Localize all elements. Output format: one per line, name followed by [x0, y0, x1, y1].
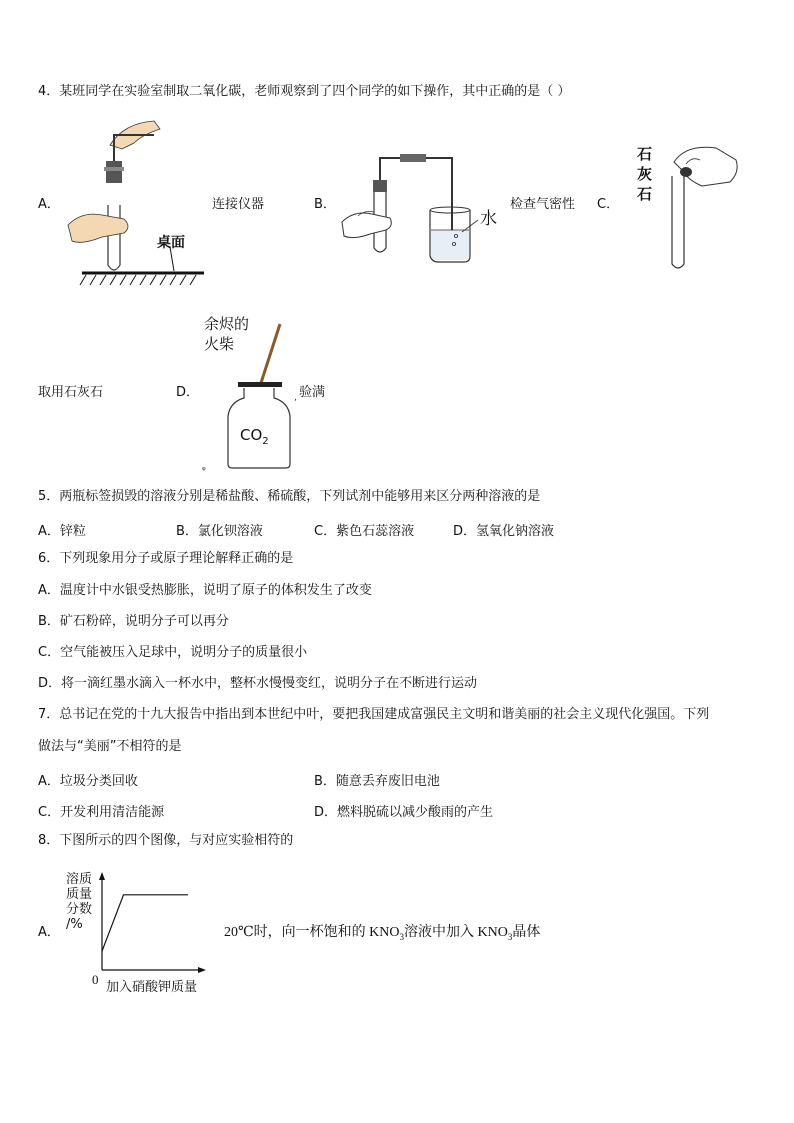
q4-d-letter: D． — [176, 385, 200, 400]
q7-option-c: C．开发利用清洁能源 — [38, 805, 165, 820]
q7-stem-line-1: 7．总书记在党的十九大报告中指出到本世纪中叶，要把我国建成富强民主文明和谐美丽的社会主义现代化强国。下列 — [38, 707, 710, 722]
chart-ylabel-line-3: 分数 — [66, 902, 93, 917]
q8-chart — [96, 872, 206, 972]
q8-a-description — [224, 921, 540, 942]
q5-stem: 5．两瓶标签损毁的溶液分别是稀盐酸、稀硫酸，下列试剂中能够用来区分两种溶液的是 — [38, 489, 541, 504]
q6-option-d: D．将一滴红墨水滴入一杯水中，整杯水慢慢变红，说明分子在不断进行运动 — [38, 676, 478, 691]
q6-option-a: A．温度计中水银受热膨胀，说明了原子的体积发生了改变 — [38, 583, 372, 598]
q8-a-desc-sub2: 3 — [507, 931, 513, 942]
q5-option-d: D．氢氧化钠溶液 — [453, 524, 555, 539]
q4-c-char-2: 灰 — [637, 165, 653, 183]
q4-c-char-1: 石 — [637, 145, 653, 163]
chart-ylabel-line-2: 质量 — [66, 887, 93, 902]
q5-option-b: B．氯化钡溶液 — [176, 524, 263, 539]
q4-d-label: 验满 — [299, 385, 326, 400]
chart-ylabel-line-4: /% — [66, 917, 83, 932]
chart-ylabel — [66, 872, 92, 932]
q4-d-co: CO — [240, 426, 263, 444]
q8-stem: 8．下图所示的四个图像，与对应实验相符的 — [38, 833, 294, 848]
q8-a-desc-pre: 20℃时，向一杯饱和的 KNO — [224, 925, 400, 940]
svg-text:ᵠ: ᵠ — [202, 466, 206, 476]
q4-c-figure — [656, 142, 746, 272]
q4-c-char-3: 石 — [637, 185, 653, 203]
q4-b-label: 检查气密性 — [510, 197, 576, 212]
chart-x-arrow — [198, 967, 206, 973]
q4-c-letter: C． — [597, 197, 620, 212]
q4-a-letter: A． — [38, 197, 60, 212]
q4-stem: 4．某班同学在实验室制取二氧化碳，老师观察到了四个同学的如下操作，其中正确的是（ ） — [38, 84, 571, 99]
q8-a-desc-sub1: 3 — [399, 931, 404, 942]
q7-stem-line-2: 做法与“美丽”不相符的是 — [38, 739, 182, 754]
q6-option-c: C．空气能被压入足球中，说明分子的质量很小 — [38, 645, 308, 660]
q7-option-a: A．垃圾分类回收 — [38, 774, 138, 789]
q6-stem: 6．下列现象用分子或原子理论解释正确的是 — [38, 551, 294, 566]
chart-y-arrow — [99, 872, 105, 880]
chart-origin-label: 0 — [92, 972, 99, 987]
q4-d-match-line-1: 余烬的 — [204, 315, 250, 333]
q4-d-co-sub: 2 — [262, 436, 269, 447]
q4-c-label: 取用石灰石 — [38, 385, 104, 400]
q8-a-letter: A． — [38, 925, 60, 940]
q4-c-limestone-label — [637, 144, 653, 204]
q5-option-a: A．锌粒 — [38, 524, 86, 539]
q4-d-figure — [200, 318, 310, 478]
q4-a-desk-label: 桌面 — [157, 235, 185, 251]
q6-option-b: B．矿石粉碎，说明分子可以再分 — [38, 614, 229, 629]
q4-d-match-line-2: 火柴 — [204, 335, 235, 353]
q8-a-desc-post: 晶体 — [512, 925, 541, 940]
q4-b-water-label: 水 — [480, 209, 497, 229]
chart-series-line — [102, 895, 188, 951]
q7-option-b: B．随意丢弃废旧电池 — [314, 774, 440, 789]
q7-option-d: D．燃料脱硫以减少酸雨的产生 — [314, 805, 494, 820]
chart-xlabel: 加入硝酸钾质量 — [106, 980, 198, 995]
q8-a-desc-mid: 溶液中加入 KNO — [404, 925, 508, 940]
q5-option-c: C．紫色石蕊溶液 — [314, 524, 415, 539]
q4-a-figure — [62, 115, 212, 287]
q4-d-bottle-label — [240, 426, 269, 447]
svg-text:,: , — [294, 393, 297, 403]
q4-b-letter: B． — [314, 197, 336, 212]
q4-a-label: 连接仪器 — [212, 197, 265, 212]
chart-ylabel-line-1: 溶质 — [66, 872, 93, 887]
